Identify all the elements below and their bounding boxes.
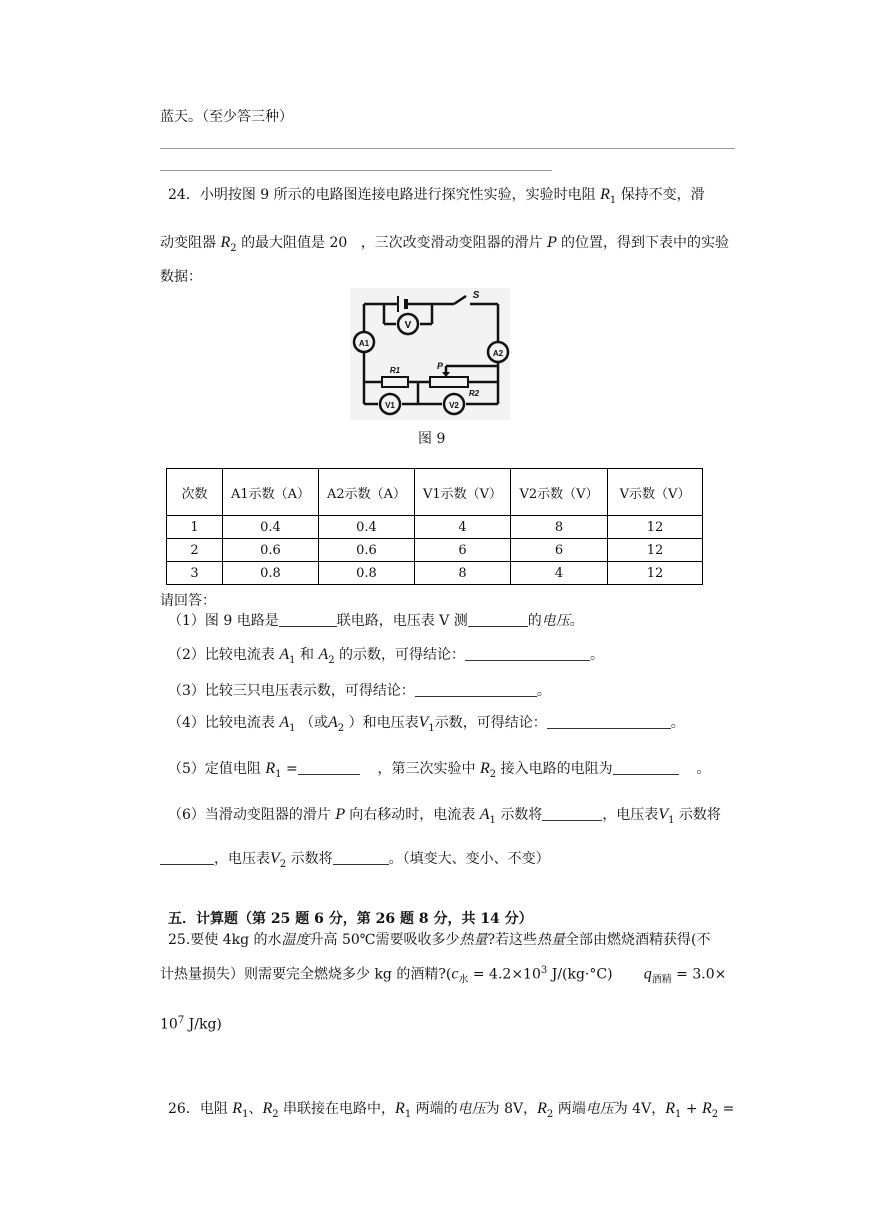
sub-question-6-line-1: （6）当滑动变阻器的滑片 P 向右移动时，电流表 $A_1$ 示数将 ，电压表$V_1$ 示数将	[168, 806, 721, 826]
answer-blank[interactable]	[547, 714, 671, 729]
table-cell: 0.8	[223, 562, 319, 585]
table-cell: 8	[415, 562, 511, 585]
table-cell: 3	[167, 562, 223, 585]
table-cell: 12	[608, 516, 703, 539]
table-header-cell: V示数（V）	[608, 469, 703, 516]
table-cell: 6	[415, 539, 511, 562]
table-cell: 1	[167, 516, 223, 539]
table-row	[167, 539, 703, 562]
fig-label-v: V	[404, 320, 412, 331]
answer-blank[interactable]	[465, 646, 590, 661]
fig-label-v2: V2	[449, 401, 459, 410]
fig-label-p: P	[436, 361, 444, 371]
answer-blank[interactable]	[333, 850, 389, 865]
q25-line-1: 25.要使 4kg 的水温度升高 50℃需要吸收多少热量?若这些热量全部由燃烧酒精获得(不	[168, 932, 711, 948]
table-cell: 4	[511, 562, 608, 585]
ask-label: 请回答：	[160, 593, 216, 609]
fig-label-a2: A2	[492, 349, 504, 358]
q24-line-2: 动变阻器 $R_2$ 的最大阻值是 20 ，三次改变滑动变阻器的滑片 P 的位置，得到下表中的实验	[160, 234, 730, 254]
sub-question-5: （5）定值电阻 $R_1$ = ，第三次实验中 $R_2$ 接入电路的电阻为 。	[168, 760, 711, 780]
table-cell: 0.6	[223, 539, 319, 562]
fig-label-r1: R1	[389, 366, 401, 375]
sub-question-1: （1）图 9 电路是 联电路，电压表 V 测 的电压。	[168, 613, 584, 629]
q25-line-3: $10^7$ J/kg)	[160, 1015, 222, 1033]
table-header-cell: A2示数（A）	[319, 469, 415, 516]
fig-label-r2: R2	[468, 389, 480, 398]
q24-line-1: 24．小明按图 9 所示的电路图连接电路进行探究性实验，实验时电阻 $R_1$ 保持不变，滑	[168, 186, 705, 206]
sub-question-6-line-2: ，电压表$V_2$ 示数将 。（填变大、变小、不变）	[160, 850, 550, 874]
q26-line-1: 26．电阻 $R_1$、$R_2$ 串联接在电路中，$R_1$ 两端的电压为 8V，$R_2$ 两端电压为 4V，$R_1 + R_2$ =	[168, 1100, 735, 1120]
fig-label-s: S	[472, 290, 480, 301]
table-header-row	[167, 469, 703, 516]
sub-question-2: （2）比较电流表 $A_1$ 和 $A_2$ 的示数，可得结论： 。	[168, 646, 605, 666]
answer-blank[interactable]	[468, 612, 528, 627]
table-cell: 0.4	[319, 516, 415, 539]
answer-line-2	[160, 170, 552, 171]
answer-blank[interactable]	[279, 612, 337, 627]
table-header-cell: A1示数（A）	[223, 469, 319, 516]
table-cell: 6	[511, 539, 608, 562]
section-5-heading: 五．计算题（第 25 题 6 分，第 26 题 8 分，共 14 分）	[168, 911, 533, 927]
table-header-cell: 次数	[167, 469, 223, 516]
table-cell: 12	[608, 562, 703, 585]
answer-blank[interactable]	[160, 850, 214, 865]
fig-label-v1: V1	[385, 401, 395, 410]
answer-blank[interactable]	[298, 760, 360, 775]
table-cell: 0.6	[319, 539, 415, 562]
experiment-data-table	[166, 468, 703, 585]
table-row	[167, 516, 703, 539]
fig-label-a1: A1	[358, 339, 370, 348]
answer-blank[interactable]	[542, 806, 602, 821]
figure-caption: 图 9	[418, 431, 446, 447]
table-row	[167, 562, 703, 585]
table-cell: 4	[415, 516, 511, 539]
q24-line-3: 数据：	[160, 269, 202, 285]
sub-question-4: （4）比较电流表 $A_1$ （或$A_2$ ）和电压表$V_1$示数，可得结论： 。	[168, 714, 685, 734]
answer-blank[interactable]	[415, 682, 537, 697]
table-header-cell: V1示数（V）	[415, 469, 511, 516]
answer-blank[interactable]	[613, 760, 679, 775]
circuit-diagram-figure	[350, 288, 510, 420]
sub-question-3: （3）比较三只电压表示数，可得结论： 。	[168, 683, 551, 699]
table-cell: 8	[511, 516, 608, 539]
q25-line-2: 计热量损失）则需要完全燃烧多少 kg 的酒精$?(c_水 = 4.2\times 10^3$ J/(kg·°C) $q_{酒精} = 3.0\times$	[160, 965, 727, 986]
table-cell: 0.8	[319, 562, 415, 585]
answer-line-1	[160, 148, 735, 149]
table-cell: 12	[608, 539, 703, 562]
table-cell: 0.4	[223, 516, 319, 539]
table-cell: 2	[167, 539, 223, 562]
table-header-cell: V2示数（V）	[511, 469, 608, 516]
q23-tail: 蓝天。（至少答三种）	[160, 109, 293, 125]
